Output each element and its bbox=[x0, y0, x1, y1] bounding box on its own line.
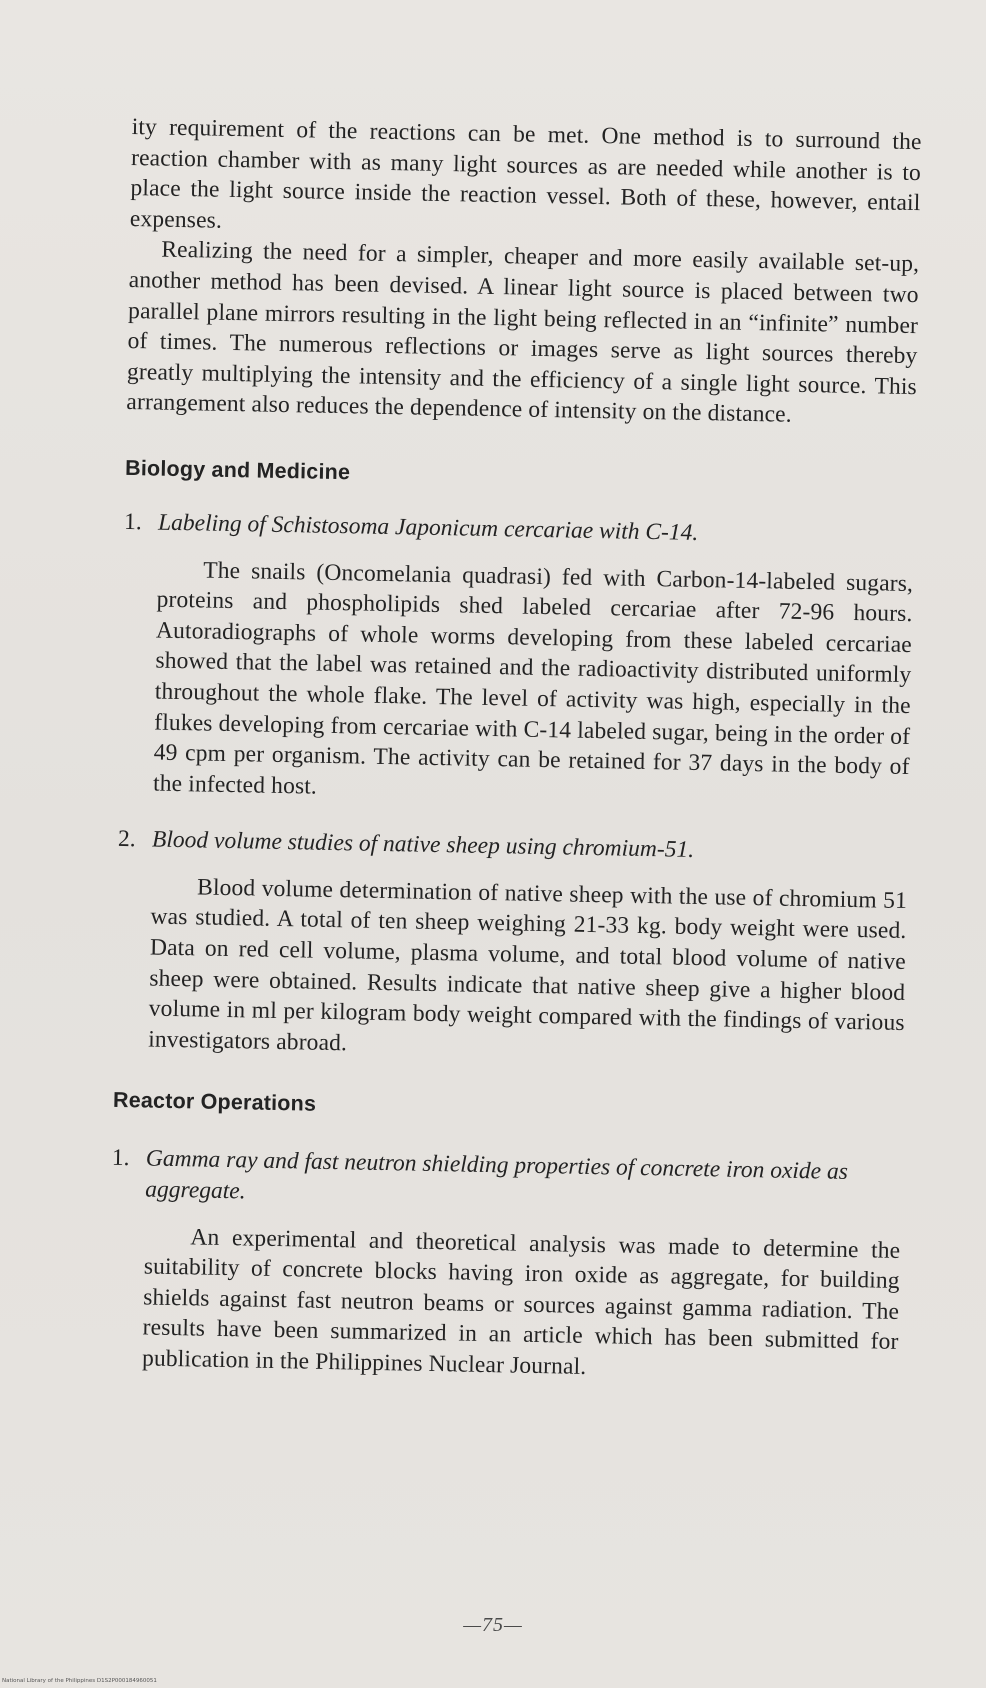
biology-item-1 bbox=[119, 507, 914, 813]
section-heading-reactor-operations: Reactor Operations bbox=[112, 1088, 317, 1117]
biology-item-2 bbox=[114, 824, 908, 1069]
page-content bbox=[108, 112, 922, 1389]
item-body: An experimental and theoretical analysis was made to determine the suitability of concrete blocks having iron oxide as aggregate, for building shields against fast neutron beams or sources against gamma radiation. The results have been summarized in an article which has been submitted for publication in the Philippines Nuclear Journal. bbox=[141, 1223, 901, 1380]
reactor-item-1 bbox=[108, 1143, 902, 1388]
item-title: Gamma ray and fast neutron shielding properties of concrete iron oxide as aggregate. bbox=[145, 1145, 849, 1205]
archive-stamp: National Library of the Philippines D1S2P000184960051 bbox=[2, 1678, 157, 1684]
item-title: Labeling of Schistosoma Japonicum cercariae with C-14. bbox=[157, 509, 699, 546]
item-number: 2. bbox=[117, 826, 136, 853]
intro-paragraph-2: Realizing the need for a simpler, cheaper and more easily available set-up, another method has been devised. A linear light source is placed between two parallel plane mirrors resulting in the light being reflected in an “infinite” number of times. The numerous reflections or images serve as light sources thereby greatly multiplying the intensity and the efficiency of a single light source. This arrangement also reduces the dependence of intensity on the distance. bbox=[126, 236, 920, 429]
item-number: 1. bbox=[123, 508, 143, 536]
page-number: —75— bbox=[463, 1614, 523, 1636]
intro-paragraph-1: ity requirement of the reactions can be met. One method is to surround the reaction chamber with as many light sources as are needed while another is to place the light source inside the reaction vessel. Both of these, however, entail expenses. bbox=[129, 113, 922, 234]
item-body: Blood volume determination of native sheep with the use of chromium 51 was studied. A total of ten sheep weighing 21-33 kg. body weight were used. Data on red cell volume, plasma volume, and total blood volume of native sheep were obtained. Results indicate that native sheep give a higher blood volume in ml per kilogram body weight compared with the findings of various investigators abroad. bbox=[147, 874, 908, 1057]
item-number: 1. bbox=[111, 1145, 130, 1172]
section-heading-biology-medicine: Biology and Medicine bbox=[124, 455, 351, 485]
item-body: The snails (Oncomelania quadrasi) fed with Carbon-14-labeled sugars, proteins and phospholipids shed labeled cercariae after 72-96 hours. Autoradiographs of whole worms developing from these labeled cercariae showed that the label was retained and the radioactivity distributed uniformly throughout the whole flake. The level of activity was high, especially in the flukes developing from cercariae with C-14 labeled sugar, being in the order of 49 cpm per organism. The activity can be retained for 37 days in the body of the infected host. bbox=[152, 556, 914, 800]
item-title: Blood volume studies of native sheep using chromium-51. bbox=[151, 826, 695, 864]
